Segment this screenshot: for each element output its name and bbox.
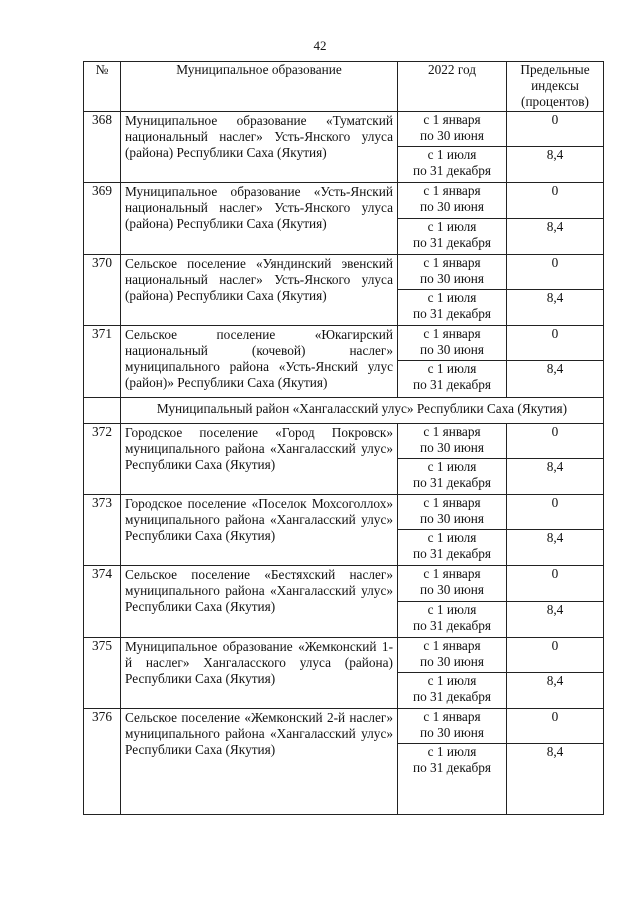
table-body bbox=[84, 112, 604, 815]
period-end: по 30 июня bbox=[420, 725, 484, 741]
period-end: по 30 июня bbox=[420, 342, 484, 358]
index-second-half: 8,4 bbox=[507, 673, 604, 709]
index-first-half: 0 bbox=[507, 709, 604, 744]
period-cell bbox=[398, 458, 507, 494]
period-end: по 30 июня bbox=[420, 511, 484, 527]
tariff-index-table bbox=[83, 61, 604, 815]
period-start: с 1 января bbox=[423, 637, 481, 653]
period-cell bbox=[398, 637, 507, 672]
period-start: с 1 июля bbox=[427, 289, 477, 305]
period-cell bbox=[398, 495, 507, 530]
district-heading: Муниципальный район «Хангаласский улус» Республики Саха (Якутия) bbox=[121, 397, 604, 423]
table-row bbox=[84, 326, 604, 361]
period-cell bbox=[398, 673, 507, 709]
period-end: по 30 июня bbox=[420, 270, 484, 286]
period-cell bbox=[398, 566, 507, 601]
period-start: с 1 января bbox=[423, 566, 481, 582]
entity-name: Муниципальное образование «Усть-Янский национальный наслег» Усть-Янского улуса (района) Республики Саха (Якутия) bbox=[121, 183, 398, 254]
header-index: Предельные индексы (процентов) bbox=[507, 62, 604, 112]
entity-name: Муниципальное образование «Жемконский 1-й наслег» Хангаласского улуса (района) Республики Саха (Якутия) bbox=[121, 637, 398, 708]
index-second-half: 8,4 bbox=[507, 147, 604, 183]
entity-name: Сельское поселение «Жемконский 2-й наслег» муниципального района «Хангаласский улус» Республики Саха (Якутия) bbox=[121, 709, 398, 815]
period-start: с 1 июля bbox=[427, 673, 477, 689]
period-cell bbox=[398, 709, 507, 744]
period-start: с 1 июля bbox=[427, 530, 477, 546]
row-number: 372 bbox=[84, 423, 121, 494]
period-cell bbox=[398, 112, 507, 147]
period-end: по 30 июня bbox=[420, 439, 484, 455]
period-end: по 31 декабря bbox=[412, 689, 492, 705]
period-end: по 31 декабря bbox=[412, 474, 492, 490]
entity-name: Городское поселение «Город Покровск» муниципального района «Хангаласский улус» Республики Саха (Якутия) bbox=[121, 423, 398, 494]
header-num: № bbox=[84, 62, 121, 112]
period-end: по 30 июня bbox=[420, 199, 484, 215]
header-entity: Муниципальное образование bbox=[121, 62, 398, 112]
period-start: с 1 января bbox=[423, 709, 481, 725]
row-number: 371 bbox=[84, 326, 121, 397]
period-start: с 1 января bbox=[423, 183, 481, 199]
period-start: с 1 июля bbox=[427, 147, 477, 163]
entity-name: Городское поселение «Поселок Мохсоголлох» муниципального района «Хангаласский улус» Республики Саха (Якутия) bbox=[121, 495, 398, 566]
row-number: 375 bbox=[84, 637, 121, 708]
period-end: по 30 июня bbox=[420, 128, 484, 143]
period-start: с 1 июля bbox=[427, 744, 477, 760]
table-row bbox=[84, 112, 604, 147]
period-start: с 1 января bbox=[423, 326, 481, 342]
period-cell bbox=[398, 530, 507, 566]
table-row bbox=[84, 566, 604, 601]
index-first-half: 0 bbox=[507, 326, 604, 361]
index-first-half: 0 bbox=[507, 423, 604, 458]
period-end: по 31 декабря bbox=[412, 305, 492, 321]
index-second-half: 8,4 bbox=[507, 601, 604, 637]
index-first-half: 0 bbox=[507, 254, 604, 289]
period-end: по 30 июня bbox=[420, 582, 484, 598]
period-end: по 31 декабря bbox=[412, 617, 492, 633]
row-number: 369 bbox=[84, 183, 121, 254]
period-cell bbox=[398, 601, 507, 637]
period-cell bbox=[398, 183, 507, 218]
row-number: 373 bbox=[84, 495, 121, 566]
row-number: 368 bbox=[84, 112, 121, 183]
period-cell bbox=[398, 744, 507, 815]
period-start: с 1 июля bbox=[427, 601, 477, 617]
header-year: 2022 год bbox=[398, 62, 507, 112]
index-second-half: 8,4 bbox=[507, 361, 604, 397]
period-cell bbox=[398, 289, 507, 325]
index-first-half: 0 bbox=[507, 566, 604, 601]
index-second-half: 8,4 bbox=[507, 744, 604, 815]
row-number: 370 bbox=[84, 254, 121, 325]
table-row bbox=[84, 495, 604, 530]
header-row bbox=[84, 62, 604, 112]
period-start: с 1 января bbox=[423, 495, 481, 511]
period-cell bbox=[398, 147, 507, 183]
page-number: 42 bbox=[313, 38, 327, 53]
table-row bbox=[84, 254, 604, 289]
index-first-half: 0 bbox=[507, 637, 604, 672]
index-second-half: 8,4 bbox=[507, 289, 604, 325]
period-end: по 31 декабря bbox=[412, 760, 492, 776]
entity-name: Сельское поселение «Уяндинский эвенский национальный наслег» Усть-Янского улуса (района) Республики Саха (Якутия) bbox=[121, 254, 398, 325]
period-start: с 1 января bbox=[423, 423, 481, 439]
row-number: 374 bbox=[84, 566, 121, 637]
index-second-half: 8,4 bbox=[507, 218, 604, 254]
entity-name: Сельское поселение «Юкагирский национальный (кочевой) наслег» муниципального района «Усть-Янский улус (район)» Республики Саха (Якутия) bbox=[121, 326, 398, 397]
index-second-half: 8,4 bbox=[507, 530, 604, 566]
table-row bbox=[84, 183, 604, 218]
period-cell bbox=[398, 218, 507, 254]
period-end: по 31 декабря bbox=[412, 377, 492, 393]
table-row bbox=[84, 637, 604, 672]
entity-name: Муниципальное образование «Туматский национальный наслег» Усть-Янского улуса (района) Республики Саха (Якутия) bbox=[121, 112, 398, 183]
district-heading-row bbox=[84, 397, 604, 423]
period-end: по 30 июня bbox=[420, 653, 484, 669]
period-start: с 1 июля bbox=[427, 361, 477, 377]
period-end: по 31 декабря bbox=[412, 234, 492, 250]
period-start: с 1 января bbox=[423, 112, 481, 127]
index-first-half: 0 bbox=[507, 112, 604, 147]
index-first-half: 0 bbox=[507, 495, 604, 530]
period-cell bbox=[398, 326, 507, 361]
period-start: с 1 июля bbox=[427, 218, 477, 234]
period-cell bbox=[398, 361, 507, 397]
table-row bbox=[84, 423, 604, 458]
period-start: с 1 июля bbox=[427, 458, 477, 474]
index-second-half: 8,4 bbox=[507, 458, 604, 494]
period-cell bbox=[398, 423, 507, 458]
period-end: по 31 декабря bbox=[412, 163, 492, 179]
index-first-half: 0 bbox=[507, 183, 604, 218]
period-end: по 31 декабря bbox=[412, 546, 492, 562]
row-number: 376 bbox=[84, 709, 121, 815]
period-start: с 1 января bbox=[423, 254, 481, 270]
period-cell bbox=[398, 254, 507, 289]
table-row bbox=[84, 709, 604, 744]
entity-name: Сельское поселение «Бестяхский наслег» муниципального района «Хангаласский улус» Республики Саха (Якутия) bbox=[121, 566, 398, 637]
